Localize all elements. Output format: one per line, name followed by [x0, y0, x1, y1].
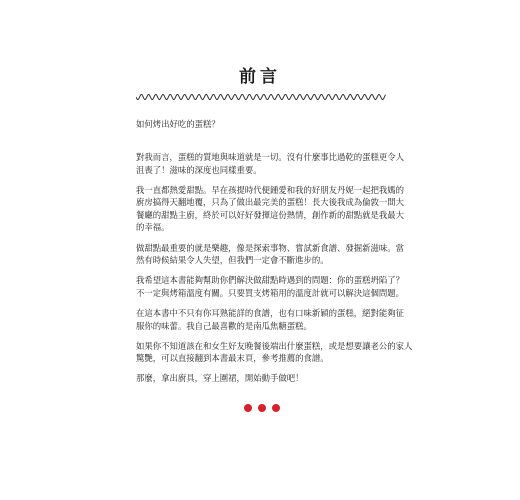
- paragraph-line: 我希望這本書能夠幫助你們解決做甜點時遇到的問題：你的蛋糕坍陷了？: [136, 275, 404, 286]
- paragraph: [136, 274, 404, 299]
- red-dot: [258, 404, 266, 412]
- paragraph-line: 驚艷，可以直接翻到本書最末頁，參考推薦的食譜。: [136, 353, 329, 364]
- page-title: 前言: [239, 67, 281, 87]
- paragraph-line: 做甜點最重要的就是樂趣，像是探索事物、嘗試新食譜、發掘新滋味。當: [136, 242, 404, 253]
- question-heading: 如何烤出好吃的蛋糕？: [136, 119, 220, 129]
- paragraph: [136, 151, 404, 176]
- paragraph: [136, 307, 404, 332]
- paragraph-line: 如果你不知道該在和女生好友晚餐後端出什麼蛋糕，或是想要讓老公的家人: [136, 340, 413, 351]
- paragraph-line: 對我而言，蛋糕的質地與味道就是一切。沒有什麼事比過乾的蛋糕更令人: [136, 152, 404, 162]
- red-dot: [244, 404, 252, 412]
- paragraph-line: 我一直都熱愛甜點。早在孩提時代便鍾愛和我的好朋友丹妮一起把我媽的: [136, 184, 404, 195]
- paragraph-list: [136, 151, 413, 385]
- paragraph: [136, 340, 413, 365]
- paragraph-line: 服你的味蕾。我自己最喜歡的是南瓜焦糖蛋糕。: [136, 320, 312, 331]
- preface-body: [136, 118, 413, 392]
- paragraph-line: 在這本書中不只有你耳熟能詳的食譜，也有口味新穎的蛋糕，絕對能夠征: [136, 307, 404, 318]
- paragraph-line: 廚房搞得天翻地覆，只為了做出最完美的蛋糕！長大後我成為倫敦一間大: [136, 197, 404, 208]
- paragraph: [136, 184, 404, 234]
- paragraph-line: 的幸福。: [136, 222, 170, 233]
- paragraph-line: 沮喪了！滋味的深度也同樣重要。: [136, 164, 262, 175]
- wavy-divider: [136, 93, 386, 101]
- paragraph-line: 餐廳的甜點主廚，終於可以好好發揮這份熱情，創作新的甜點就是我最大: [136, 209, 404, 220]
- paragraph: [136, 372, 392, 385]
- paragraph: [136, 242, 404, 267]
- paragraph-line: 然有時候結果令人失望，但我們一定會不斷進步的。: [136, 255, 329, 266]
- ornament-dots: [244, 404, 280, 412]
- paragraph-line: 不一定與烤箱溫度有關。只要買支烤箱用的溫度計就可以解決這個問題。: [136, 287, 404, 298]
- paragraph-line: 那麼，拿出廚具，穿上圍裙，開始動手做吧！: [136, 373, 304, 384]
- red-dot: [272, 404, 280, 412]
